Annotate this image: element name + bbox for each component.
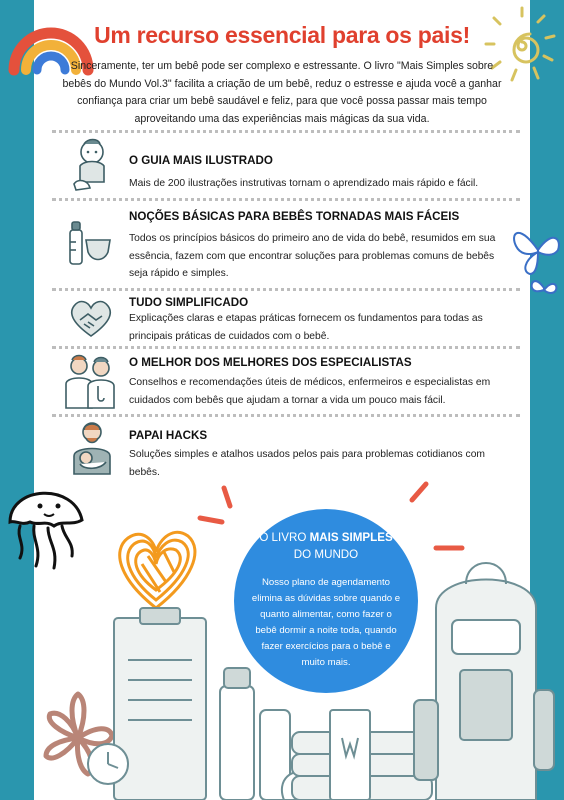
section-body: Todos os princípios básicos do primeiro ano de vida do bebê, resumidos em sua essência, fazem com que encontrar soluções para problemas comuns de bebês seja rápido e simples. — [129, 233, 496, 279]
callout-title-prefix: O LIVRO — [259, 531, 310, 544]
section-title: O GUIA MAIS ILUSTRADO — [129, 154, 273, 167]
callout-title-bold: MAIS SIMPLES — [309, 531, 393, 544]
intro-paragraph: Sinceramente, ter um bebê pode ser complexo e estressante. O livro "Mais Simples sobre bebês do Mundo Vol.3" facilita a criação de um bebê, reduz o estresse e ajuda você a ganhar confiança para criar um bebê saudável e feliz, para que você possa passar mais tempo aproveitando uma das experiências mais mágicas da sua vida. — [62, 60, 502, 125]
section-divider — [52, 288, 520, 291]
callout-title-suffix: DO MUNDO — [293, 548, 359, 561]
section-body: Explicações claras e etapas práticas fornecem os fundamentos para todas as principais práticas de cuidados com o bebê. — [129, 313, 483, 342]
dad-with-baby-icon — [70, 420, 116, 474]
callout-circle — [234, 509, 418, 693]
baby-drawing-icon — [70, 138, 112, 192]
butterfly-icon — [508, 212, 564, 308]
callout-body: Nosso plano de agendamento elimina as dúvidas sobre quando e quanto alimentar, como fazer o bebê dormir a noite toda, quando fazer exercícios para o bebê e muito mais. — [251, 577, 401, 668]
bottle-and-diaper-icon — [64, 218, 114, 268]
doctors-icon — [62, 352, 118, 410]
section-divider — [52, 414, 520, 417]
section-title: O MELHOR DOS MELHORES DOS ESPECIALISTAS — [129, 356, 412, 369]
section-title: PAPAI HACKS — [129, 429, 208, 442]
section-divider — [52, 130, 520, 133]
section-title: TUDO SIMPLIFICADO — [129, 296, 249, 309]
callout-title — [234, 529, 418, 563]
section-divider — [52, 198, 520, 201]
heart-handshake-icon — [68, 298, 114, 338]
section-title: NOÇÕES BÁSICAS PARA BEBÊS TORNADAS MAIS FÁCEIS — [129, 210, 460, 223]
jellyfish-icon — [2, 476, 92, 576]
section-body: Mais de 200 ilustrações instrutivas tornam o aprendizado mais rápido e fácil. — [129, 178, 479, 189]
section-body: Conselhos e recomendações úteis de médicos, enfermeiros e especialistas em cuidados com bebês que ajudam a tornar a vida um pouco mais fácil. — [129, 377, 491, 406]
page-title: Um recurso essencial para os pais! — [94, 22, 470, 48]
section-divider — [52, 346, 520, 349]
section-body: Soluções simples e atalhos usados pelos pais para problemas cotidianos com bebês. — [129, 449, 486, 478]
